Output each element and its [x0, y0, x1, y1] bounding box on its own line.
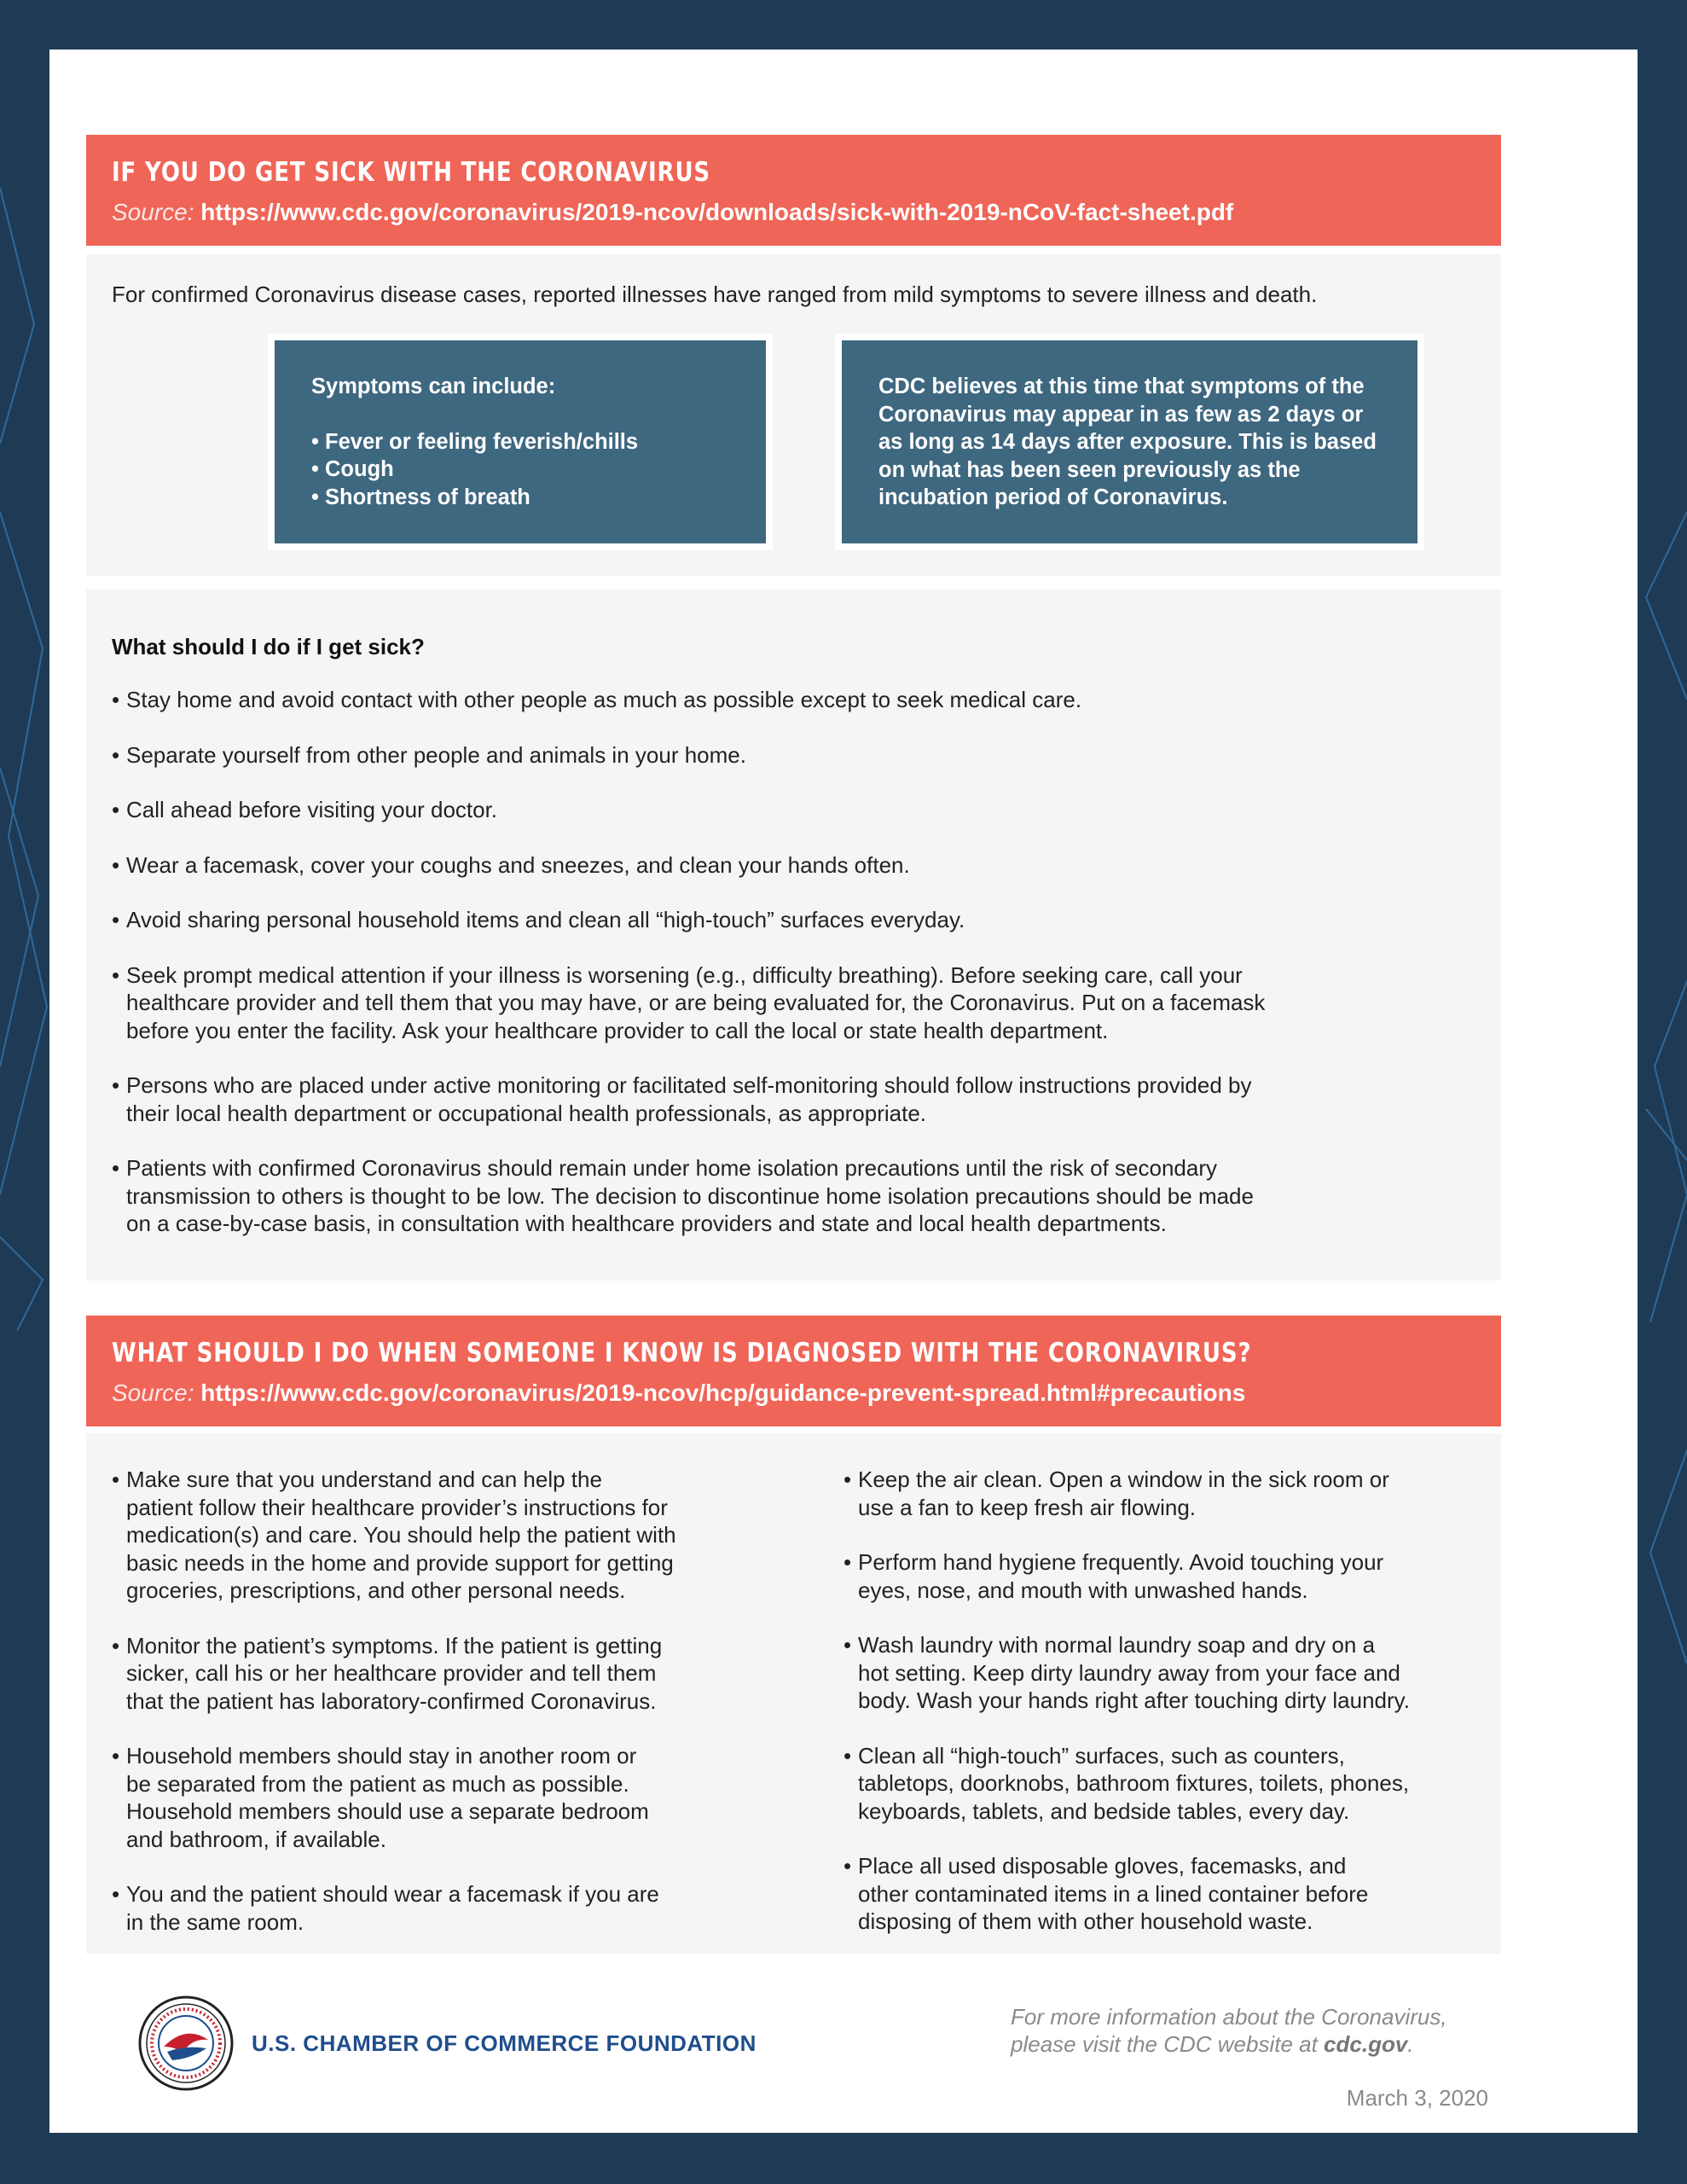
sick-banner — [86, 135, 1501, 246]
symptom-item: • Cough — [311, 456, 729, 484]
publish-date: March 3, 2020 — [1346, 2085, 1488, 2111]
list-item: • Call ahead before visiting your doctor. — [112, 796, 1476, 824]
diagnosed-left-list — [112, 1466, 777, 1963]
symptoms-box — [275, 340, 766, 543]
list-item: • Place all used disposable gloves, facemasks, and other contaminated items in a lined container before disposing of them with other household waste. — [844, 1852, 1492, 1936]
list-item: • Persons who are placed under active monitoring or facilitated self-monitoring should follow instructions provided by their local health department or occupational health professionals, as appropriate. — [112, 1072, 1476, 1127]
list-item: • Perform hand hygiene frequently. Avoid touching your eyes, nose, and mouth with unwashed hands. — [844, 1548, 1492, 1604]
list-item: • Wash laundry with normal laundry soap and dry on a hot setting. Keep dirty laundry away from your face and body. Wash your hands right after touching dirty laundry. — [844, 1631, 1492, 1715]
symptoms-heading: Symptoms can include: — [311, 375, 556, 398]
diagnosed-banner — [86, 1316, 1501, 1426]
list-item: • Household members should stay in another room or be separated from the patient as much as possible. Household members should use a separate bedroom and bathroom, if available. — [112, 1742, 777, 1853]
incubation-text: CDC believes at this time that symptoms of the Coronavirus may appear in as few as 2 days or as long as 14 days after exposure. This is based on what has been seen previously as the incubation period of Coronavirus. — [878, 375, 1377, 509]
list-item: • Separate yourself from other people and animals in your home. — [112, 741, 1476, 770]
sick-banner-source — [112, 197, 1475, 228]
incubation-box — [842, 340, 1417, 543]
sick-advice-panel — [86, 590, 1501, 1281]
source-link[interactable]: https://www.cdc.gov/coronavirus/2019-ncov/downloads/sick-with-2019-nCoV-fact-sheet.pdf — [200, 199, 1234, 225]
list-item: • You and the patient should wear a facemask if you are in the same room. — [112, 1880, 777, 1936]
chamber-seal-icon — [138, 1995, 234, 2091]
symptoms-panel — [86, 254, 1501, 576]
symptoms-list — [311, 428, 729, 512]
list-item: • Monitor the patient’s symptoms. If the patient is getting sicker, call his or her healthcare provider and tell them that the patient has laboratory-confirmed Coronavirus. — [112, 1632, 777, 1716]
diagnosed-right-list — [844, 1466, 1492, 1963]
footer-info — [1011, 2003, 1488, 2058]
sick-banner-title: IF YOU DO GET SICK WITH THE CORONAVIRUS — [112, 157, 711, 188]
symptom-item: • Shortness of breath — [311, 484, 729, 512]
list-item: • Patients with confirmed Coronavirus should remain under home isolation precautions until the risk of secondary transmission to others is thought to be low. The decision to discontinue home isolation precautions should be made on a case-by-case basis, in consultation with healthcare providers and state and local health departments. — [112, 1154, 1476, 1238]
info-line2: please visit the CDC website at — [1011, 2031, 1325, 2057]
list-item: • Wear a facemask, cover your coughs and sneezes, and clean your hands often. — [112, 851, 1476, 880]
list-item: • Keep the air clean. Open a window in the sick room or use a fan to keep fresh air flowing. — [844, 1466, 1492, 1521]
source-label: Source: — [112, 199, 194, 225]
cdc-site-link[interactable]: cdc.gov — [1324, 2031, 1408, 2057]
source-link[interactable]: https://www.cdc.gov/coronavirus/2019-ncov/hcp/guidance-prevent-spread.html#precautions — [200, 1380, 1246, 1406]
symptom-item: • Fever or feeling feverish/chills — [311, 428, 729, 456]
sick-advice-list — [112, 686, 1476, 1265]
diagnosed-banner-title: WHAT SHOULD I DO WHEN SOMEONE I KNOW IS DIAGNOSED WITH THE CORONAVIRUS? — [112, 1338, 1252, 1368]
org-name: U.S. CHAMBER OF COMMERCE FOUNDATION — [252, 2030, 757, 2056]
source-label: Source: — [112, 1380, 194, 1406]
intro-text: For confirmed Coronavirus disease cases, reported illnesses have ranged from mild symptoms to severe illness and death. — [112, 282, 1318, 307]
list-item: • Clean all “high-touch” surfaces, such as counters, tabletops, doorknobs, bathroom fixtures, toilets, phones, keyboards, tablets, and bedside tables, every day. — [844, 1742, 1492, 1826]
list-item: • Make sure that you understand and can help the patient follow their healthcare provider’s instructions for medication(s) and care. You should help the patient with basic needs in the home and provide support for getting groceries, prescriptions, and other personal needs. — [112, 1466, 777, 1605]
sick-advice-heading: What should I do if I get sick? — [112, 634, 425, 659]
list-item: • Seek prompt medical attention if your illness is worsening (e.g., difficulty breathing). Before seeking care, call your healthcare provider and tell them that you may have, or are being evaluated for, the Coronavirus. Put on a facemask before you enter the facility. Ask your healthcare provider to call the local or state health department. — [112, 961, 1476, 1045]
info-line1: For more information about the Coronavirus, — [1011, 2004, 1447, 2030]
list-item: • Avoid sharing personal household items and clean all “high-touch” surfaces everyday. — [112, 906, 1476, 934]
diagnosed-panel — [86, 1433, 1501, 1954]
info-suffix: . — [1407, 2031, 1414, 2057]
diagnosed-banner-source — [112, 1378, 1475, 1409]
list-item: • Stay home and avoid contact with other people as much as possible except to seek medical care. — [112, 686, 1476, 714]
